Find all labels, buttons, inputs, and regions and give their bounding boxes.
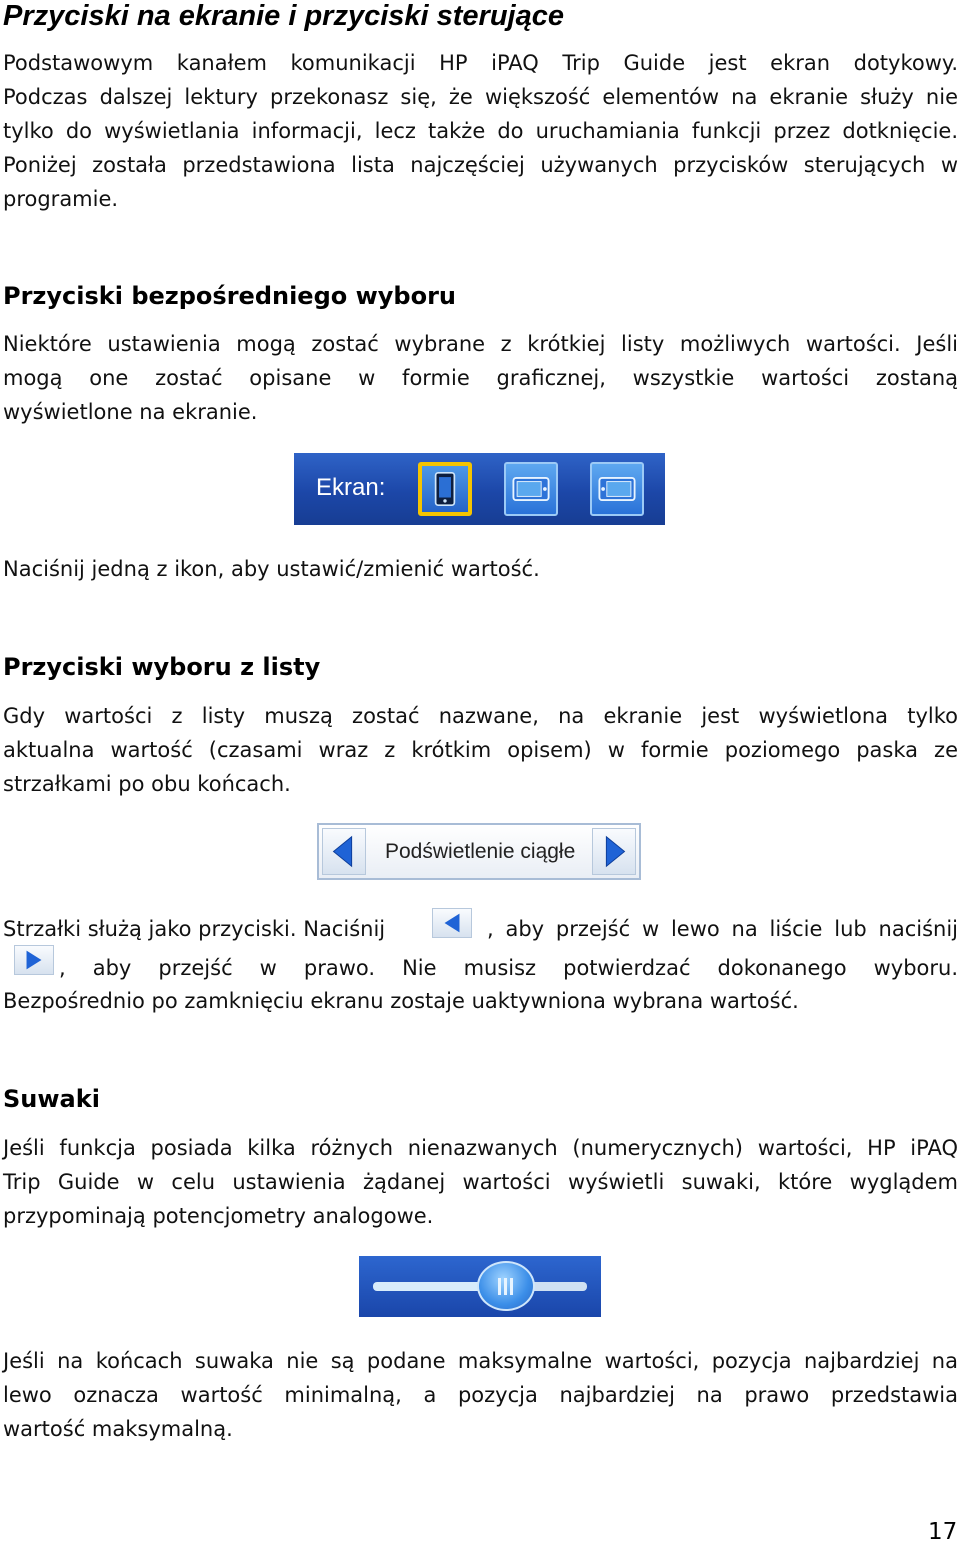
list-selector: [317, 823, 641, 880]
landscape-device-icon[interactable]: [504, 462, 558, 516]
screen-orientation-selector: [294, 453, 665, 525]
paragraph-line: Gdy wartości z listy muszą zostać nazwane, na ekranie jest wyświetlona tylko: [3, 704, 958, 728]
left-arrow-icon: [432, 908, 472, 938]
paragraph-line: Jeśli funkcja posiada kilka różnych nienazwanych (numerycznych) wartości, HP iPAQ: [3, 1136, 958, 1160]
section-heading-list-select: Przyciski wyboru z listy: [3, 653, 321, 681]
text-segment: , aby przejść w lewo na liście lub naciśnij: [487, 917, 958, 941]
intro-line: programie.: [3, 187, 119, 211]
paragraph-line: wyświetlone na ekranie.: [3, 400, 258, 424]
left-arrow-button[interactable]: [322, 828, 366, 875]
text-segment: Strzałki służą jako przyciski. Naciśnij: [3, 917, 386, 941]
paragraph-line: strzałkami po obu końcach.: [3, 772, 291, 796]
paragraph-line: Trip Guide w celu ustawienia żądanej wartości wyświetli suwaki, które wyglądem: [3, 1170, 958, 1194]
section-heading-direct-select: Przyciski bezpośredniego wyboru: [3, 282, 457, 310]
intro-line: Poniżej została przedstawiona lista najczęściej używanych przycisków sterujących w: [3, 153, 958, 177]
direct-select-paragraph: [3, 327, 958, 429]
paragraph-line: Niektóre ustawienia mogą zostać wybrane z krótkiej listy możliwych wartości. Jeśli: [3, 332, 958, 356]
paragraph-line: wartość maksymalną.: [3, 1417, 233, 1441]
intro-line: tylko do wyświetlania informacji, lecz także do uruchamiania funkcji przez dotknięcie.: [3, 119, 958, 143]
intro-line: Podstawowym kanałem komunikacji HP iPAQ Trip Guide jest ekran dotykowy.: [3, 51, 958, 75]
right-arrow-button[interactable]: [592, 828, 636, 875]
right-arrow-icon: [14, 945, 54, 975]
arrow-explanation-line1-end: [487, 912, 958, 946]
arrow-explanation-line2: [59, 951, 958, 985]
paragraph-line: Jeśli na końcach suwaka nie są podane maksymalne wartości, pozycja najbardziej na: [3, 1349, 958, 1373]
paragraph-line: lewo oznacza wartość minimalną, a pozycja najbardziej na prawo przedstawia: [3, 1383, 958, 1407]
list-select-paragraph: [3, 699, 958, 801]
slider-example: [359, 1256, 601, 1317]
section-heading-sliders: Suwaki: [3, 1085, 100, 1113]
slider-knob[interactable]: [477, 1261, 535, 1311]
paragraph-line: przypominają potencjometry analogowe.: [3, 1204, 434, 1228]
list-current-value: Podświetlenie ciągłe: [385, 840, 576, 863]
paragraph-line: mogą one zostać opisane w formie graficznej, wszystkie wartości zostaną: [3, 366, 958, 390]
landscape-flipped-device-icon[interactable]: [590, 462, 644, 516]
page-title: Przyciski na ekranie i przyciski sterujące: [3, 0, 564, 32]
sliders-paragraph: [3, 1131, 958, 1233]
arrow-explanation-line3: Bezpośrednio po zamknięciu ekranu zostaje uaktywniona wybrana wartość.: [3, 989, 799, 1013]
portrait-device-icon[interactable]: [418, 462, 472, 516]
text-segment: , aby przejść w prawo. Nie musisz potwierdzać dokonanego wyboru.: [59, 956, 958, 980]
direct-select-note: Naciśnij jedną z ikon, aby ustawić/zmienić wartość.: [3, 557, 540, 581]
intro-line: Podczas dalszej lektury przekonasz się, że większość elementów na ekranie służy nie: [3, 85, 958, 109]
intro-paragraph: [3, 46, 958, 216]
screen-label: Ekran:: [316, 474, 386, 501]
page-number: 17: [928, 1519, 958, 1545]
paragraph-line: aktualna wartość (czasami wraz z krótkim opisem) w formie poziomego paska ze: [3, 738, 958, 762]
slider-range-paragraph: [3, 1344, 958, 1446]
